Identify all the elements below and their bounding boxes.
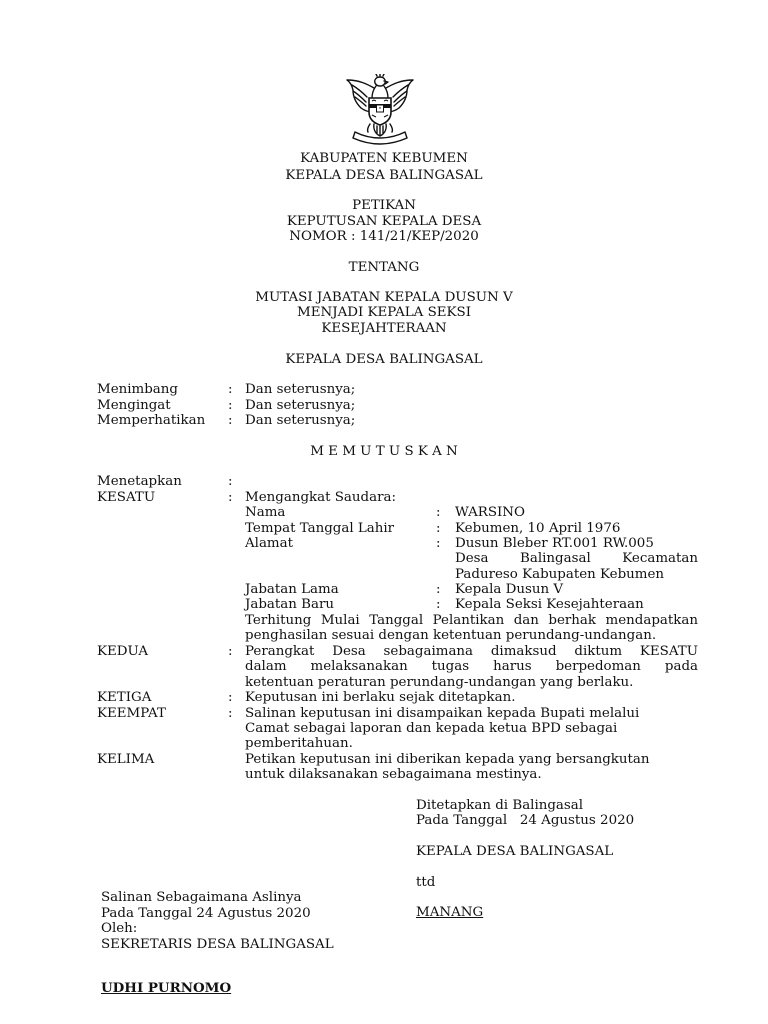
petikan-title: PETIKAN xyxy=(352,198,416,213)
kedua-label: KEDUA xyxy=(97,644,149,659)
field-value-alamat-line3: Padureso Kabupaten Kebumen xyxy=(455,567,665,582)
menimbang-value: Dan seterusnya; xyxy=(245,382,356,397)
colon: : xyxy=(228,644,233,659)
keempat-label: KEEMPAT xyxy=(97,706,166,721)
field-label-nama: Nama xyxy=(245,505,286,520)
colon: : xyxy=(436,505,441,520)
kedua-line-2: dalam melaksanakan tugas harus berpedoman pada xyxy=(245,659,698,674)
decree-title: KEPUTUSAN KEPALA DESA xyxy=(286,214,482,229)
colon: : xyxy=(228,706,233,721)
effective-line-1: Terhitung Mulai Tanggal Pelantikan dan berhak mendapatkan xyxy=(245,613,698,628)
kedua-line-3: ketentuan peraturan perundang-undangan yang berlaku. xyxy=(245,675,634,690)
kesatu-intro: Mengangkat Saudara: xyxy=(245,490,396,505)
copy-line-1: Salinan Sebagaimana Aslinya xyxy=(101,890,302,905)
garuda-emblem-icon xyxy=(343,74,417,146)
colon: : xyxy=(436,582,441,597)
menetapkan-label: Menetapkan xyxy=(97,474,182,489)
kedua-line-1: Perangkat Desa sebagaimana dimaksud diktum KESATU xyxy=(245,644,698,659)
colon: : xyxy=(436,597,441,612)
keempat-line-2: Camat sebagai laporan dan kepada ketua BPD sebagai xyxy=(245,721,618,736)
colon: : xyxy=(228,382,233,397)
kelima-label: KELIMA xyxy=(97,752,155,767)
field-value-jabatan-baru: Kepala Seksi Kesejahteraan xyxy=(455,597,644,612)
effective-line-2: penghasilan sesuai dengan ketentuan perundang-undangan. xyxy=(245,628,657,643)
memperhatikan-label: Memperhatikan xyxy=(97,413,206,428)
field-label-alamat: Alamat xyxy=(245,536,293,551)
colon: : xyxy=(228,690,233,705)
copy-line-3: Oleh: xyxy=(101,921,138,936)
field-value-alamat-line2: Desa Balingasal Kecamatan xyxy=(455,551,698,566)
field-value-ttl: Kebumen, 10 April 1976 xyxy=(455,521,621,536)
subject-line-3: KESEJAHTERAAN xyxy=(321,321,447,336)
village-head-title: KEPALA DESA BALINGASAL xyxy=(285,168,483,183)
regency-title: KABUPATEN KEBUMEN xyxy=(300,151,468,166)
field-value-alamat: Dusun Bleber RT.001 RW.005 xyxy=(455,536,654,551)
kelima-line-2: untuk dilaksanakan sebagaimana mestinya. xyxy=(245,767,542,782)
signature-ttd: ttd xyxy=(416,875,436,890)
memutuskan-heading: M E M U T U S K A N xyxy=(310,444,458,459)
field-label-jabatan-lama: Jabatan Lama xyxy=(245,582,339,597)
ketiga-line-1: Keputusan ini berlaku sejak ditetapkan. xyxy=(245,690,516,705)
copy-line-4: SEKRETARIS DESA BALINGASAL xyxy=(101,937,334,952)
tentang-title: TENTANG xyxy=(348,260,420,275)
subject-line-2: MENJADI KEPALA SEKSI xyxy=(297,305,471,320)
kesatu-label: KESATU xyxy=(97,490,156,505)
colon: : xyxy=(228,474,233,489)
decree-number: NOMOR : 141/21/KEP/2020 xyxy=(289,229,479,244)
mengingat-label: Mengingat xyxy=(97,398,171,413)
signature-date: Pada Tanggal 24 Agustus 2020 xyxy=(416,813,635,828)
colon: : xyxy=(228,413,233,428)
signature-title: KEPALA DESA BALINGASAL xyxy=(416,844,614,859)
keempat-line-3: pemberitahuan. xyxy=(245,736,353,751)
signatory-name: MANANG xyxy=(416,905,484,920)
signature-place: Ditetapkan di Balingasal xyxy=(416,798,584,813)
colon: : xyxy=(436,536,441,551)
subject-line-1: MUTASI JABATAN KEPALA DUSUN V xyxy=(255,290,513,305)
field-label-jabatan-baru: Jabatan Baru xyxy=(245,597,335,612)
field-value-nama: WARSINO xyxy=(455,505,526,520)
colon: : xyxy=(228,490,233,505)
colon: : xyxy=(436,521,441,536)
field-label-ttl: Tempat Tanggal Lahir xyxy=(245,521,395,536)
ketiga-label: KETIGA xyxy=(97,690,152,705)
memperhatikan-value: Dan seterusnya; xyxy=(245,413,356,428)
secretary-name: UDHI PURNOMO xyxy=(101,980,232,996)
copy-line-2: Pada Tanggal 24 Agustus 2020 xyxy=(101,906,311,921)
field-value-jabatan-lama: Kepala Dusun V xyxy=(455,582,564,597)
mengingat-value: Dan seterusnya; xyxy=(245,398,356,413)
issuer-title: KEPALA DESA BALINGASAL xyxy=(285,352,483,367)
kelima-line-1: Petikan keputusan ini diberikan kepada yang bersangkutan xyxy=(245,752,650,767)
menimbang-label: Menimbang xyxy=(97,382,178,397)
keempat-line-1: Salinan keputusan ini disampaikan kepada Bupati melalui xyxy=(245,706,640,721)
colon: : xyxy=(228,398,233,413)
